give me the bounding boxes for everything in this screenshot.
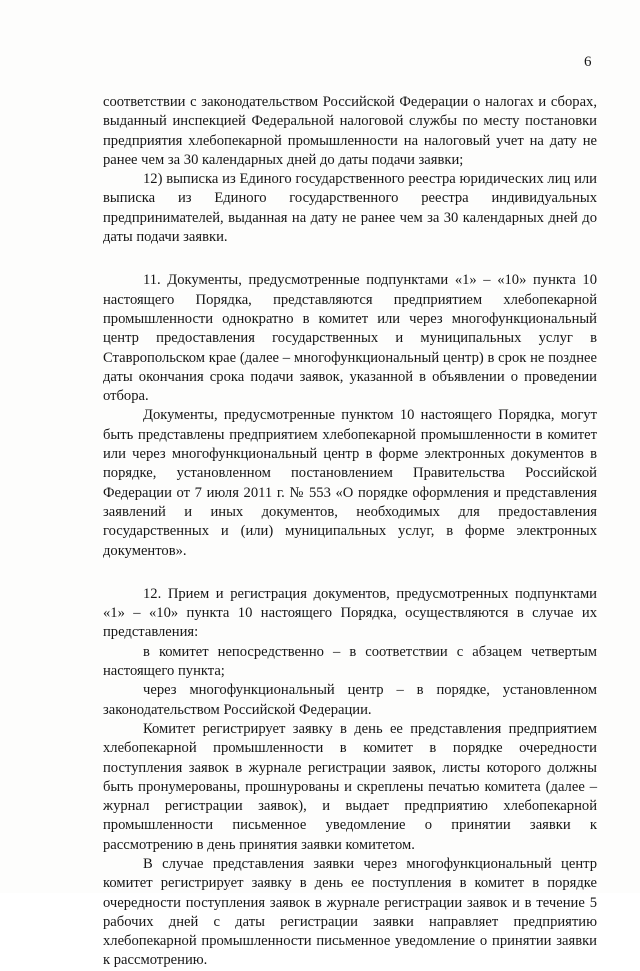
paragraph-mfc-registration: В случае представления заявки через многофункциональный центр комитет регистрирует заявку в день ее поступления в комитет в порядке очередности поступления заявок в журнале регистрации заявок и в течение 5 рабочих дней с даты регистрации заявки направляет предприятию хлебопекарной промышленности письменное уведомление о принятии заявки к рассмотрению.: [103, 855, 597, 969]
paragraph-tax-certificate: соответствии с законодательством Российской Федерации о налогах и сборах, выданный инспекцией Федеральной налоговой службы по месту постановки предприятия хлебопекарной промышленности на налоговый учет на дату не ранее чем за 30 календарных дней до даты подачи заявки;: [103, 94, 597, 168]
paragraph-electronic-documents: Документы, предусмотренные пунктом 10 настоящего Порядка, могут быть представлены предприятием хлебопекарной промышленности в комитет или через многофункциональный центр в форме электронных документов в порядке, установленном постановлением Правительства Российской Федерации от 7 июля 2011 г. № 553 «О порядке оформления и представления заявлений и иных документов, необходимых для предоставления государственных и (или) муниципальных услуг, в форме электронных документов».: [103, 407, 597, 559]
paragraph-section-11: 11. Документы, предусмотренные подпунктами «1» – «10» пункта 10 настоящего Порядка, представляются предприятием хлебопекарной промышленности однократно в комитет или через многофункциональный центр предоставления государственных и муниципальных услуг в Ставропольском крае (далее – многофункциональный центр) в срок не позднее даты окончания срока подачи заявок, указанной в объявлении о проведении отбора.: [103, 272, 597, 405]
paragraph-section-12: 12. Прием и регистрация документов, предусмотренных подпунктами «1» – «10» пункта 10 настоящего Порядка, осуществляются в случае их представления:: [103, 585, 597, 641]
paragraph-item-12-registry-extract: 12) выписка из Единого государственного реестра юридических лиц или выписка из Единого государственного реестра индивидуальных предпринимателей, выданная на дату не ранее чем за 30 календарных дней до даты подачи заявки.: [103, 171, 597, 246]
paragraph-committee-registration: Комитет регистрирует заявку в день ее представления предприятием хлебопекарной промышленности в комитет в порядке очередности поступления заявок в журнале регистрации заявок, листы которого должны быть пронумерованы, прошнурованы и скреплены печатью комитета (далее – журнал регистрации заявок), и выдает предприятию хлебопекарной промышленности письменное уведомление о принятии заявки к рассмотрению в день принятия заявки комитетом.: [103, 720, 597, 853]
page-number: 6: [584, 54, 592, 70]
paragraph-committee-directly: в комитет непосредственно – в соответствии с абзацем четвертым настоящего пункта;: [103, 643, 597, 680]
paragraph-via-mfc: через многофункциональный центр – в порядке, установленном законодательством Российской Федерации.: [103, 682, 597, 718]
document-body: [103, 93, 597, 971]
section-gap: [103, 247, 597, 271]
section-gap: [103, 561, 597, 585]
